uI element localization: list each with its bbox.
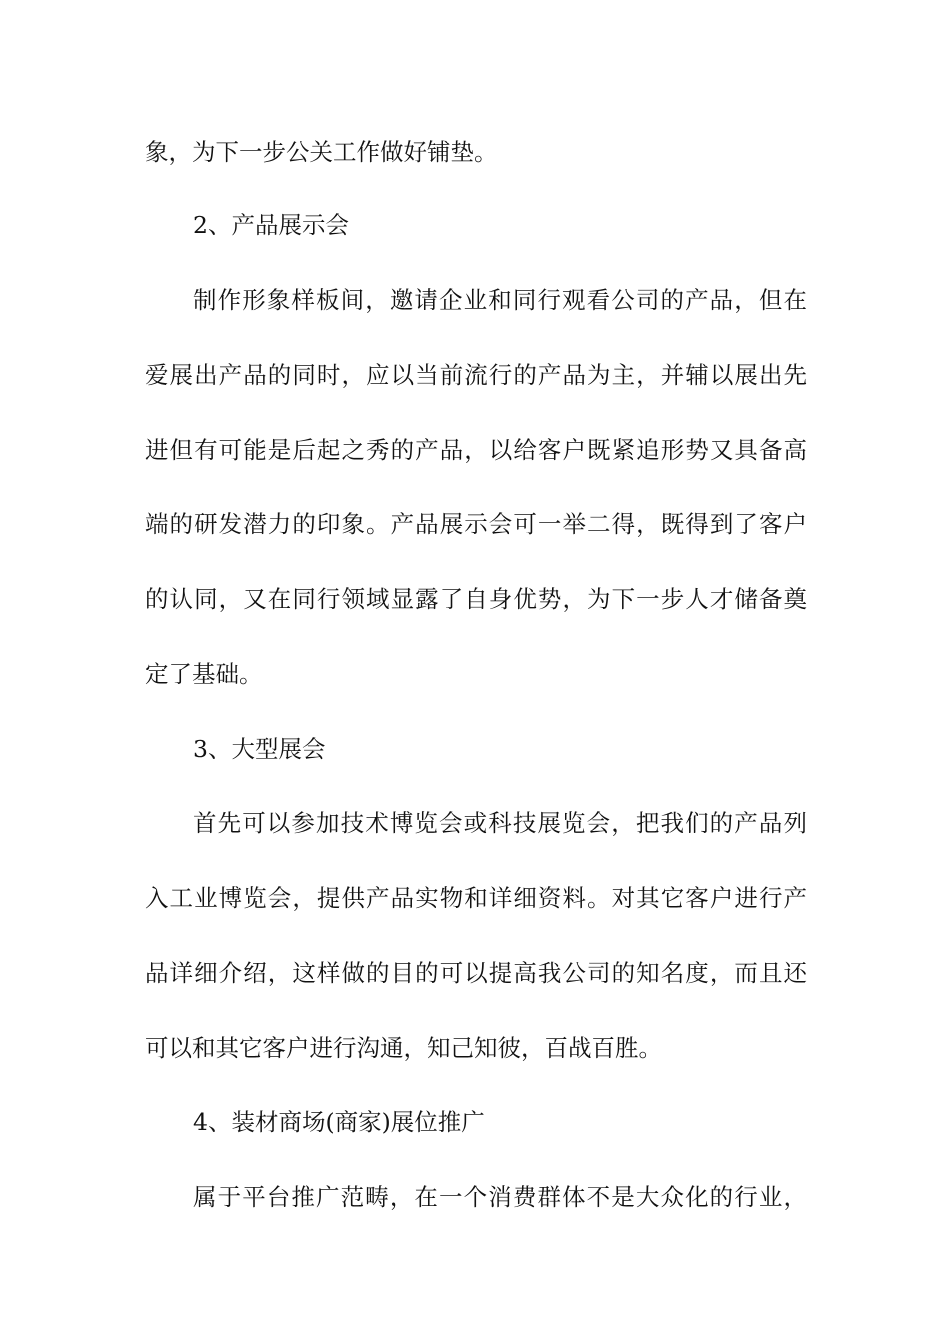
paragraph-line: 首先可以参加技术博览会或科技展览会，把我们的产品列 (193, 809, 807, 837)
section-heading: 4、装材商场(商家)展位推广 (193, 1108, 485, 1136)
paragraph-line: 进但有可能是后起之秀的产品，以给客户既紧追形势又具备高 (145, 436, 807, 464)
paragraph-line: 入工业博览会，提供产品实物和详细资料。对其它客户进行产 (145, 884, 807, 912)
paragraph-line: 属于平台推广范畴，在一个消费群体不是大众化的行业， (193, 1183, 807, 1211)
paragraph-line: 品详细介绍，这样做的目的可以提高我公司的知名度，而且还 (145, 959, 807, 987)
paragraph-line: 定了基础。 (145, 660, 263, 688)
section-heading: 3、大型展会 (193, 735, 326, 763)
paragraph-line: 制作形象样板间，邀请企业和同行观看公司的产品，但在 (193, 286, 807, 314)
paragraph-line: 爱展出产品的同时，应以当前流行的产品为主，并辅以展出先 (145, 361, 807, 389)
section-heading: 2、产品展示会 (193, 211, 349, 239)
paragraph-line: 端的研发潜力的印象。产品展示会可一举二得，既得到了客户 (145, 510, 807, 538)
paragraph-line: 象，为下一步公关工作做好铺垫。 (145, 138, 498, 166)
paragraph-line: 的认同，又在同行领域显露了自身优势，为下一步人才储备奠 (145, 585, 807, 613)
paragraph-line: 可以和其它客户进行沟通，知己知彼，百战百胜。 (145, 1034, 662, 1062)
